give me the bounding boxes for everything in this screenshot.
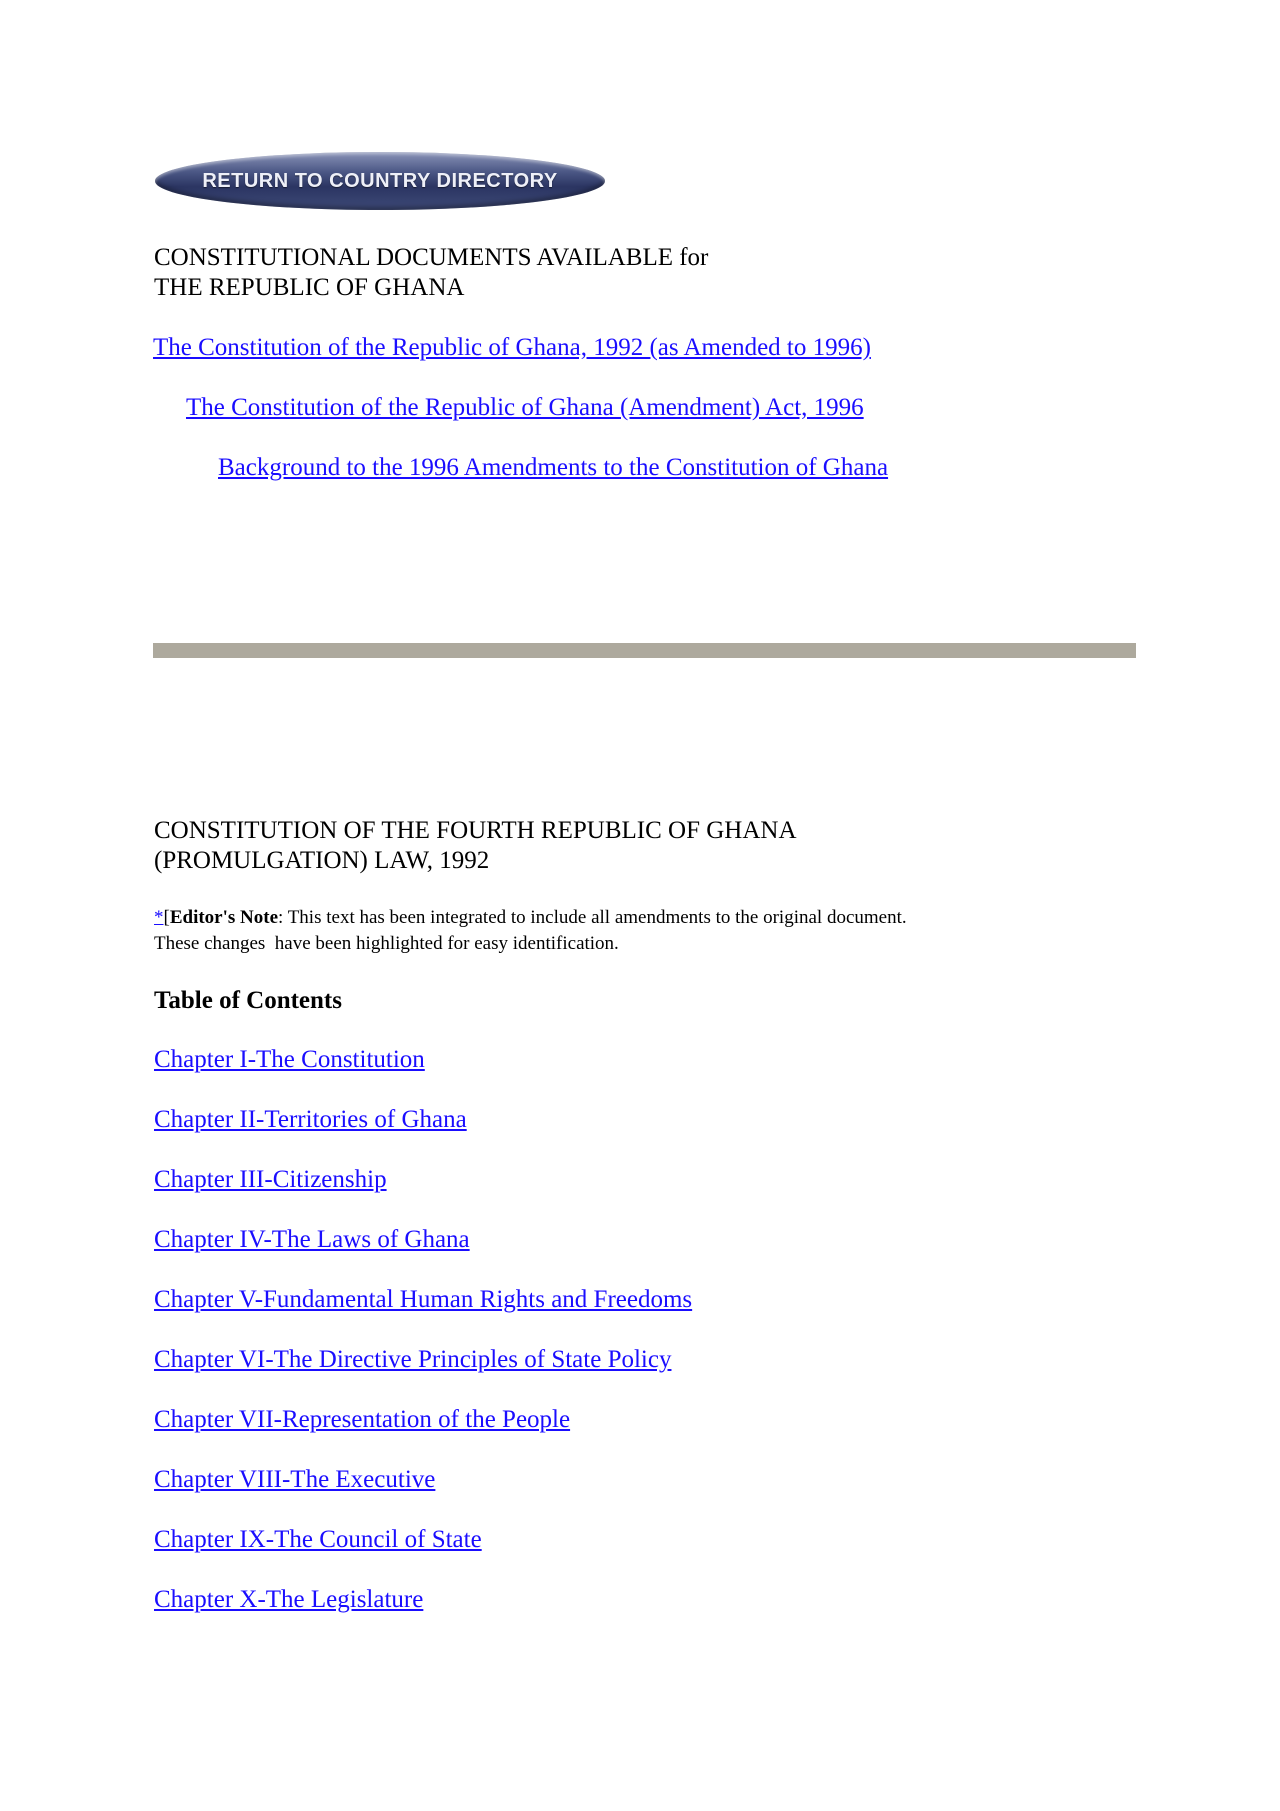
law-heading-line2: (PROMULGATION) LAW, 1992 [154, 847, 490, 874]
toc-chapter-9[interactable]: Chapter IX-The Council of State [154, 1526, 482, 1553]
toc-chapter-2[interactable]: Chapter II-Territories of Ghana [154, 1106, 467, 1133]
editors-note-star-link[interactable]: * [154, 907, 164, 928]
toc-chapter-3[interactable]: Chapter III-Citizenship [154, 1166, 387, 1193]
toc-chapter-10[interactable]: Chapter X-The Legislature [154, 1586, 424, 1613]
editors-note-label: Editor's Note [169, 907, 279, 928]
toc-chapter-1[interactable]: Chapter I-The Constitution [154, 1046, 425, 1073]
horizontal-divider [153, 643, 1136, 658]
table-of-contents [154, 1045, 692, 1645]
link-background-1996-amendments[interactable]: Background to the 1996 Amendments to the Constitution of Ghana [218, 454, 889, 481]
documents-heading-line2: THE REPUBLIC OF GHANA [154, 274, 465, 301]
toc-chapter-6[interactable]: Chapter VI-The Directive Principles of State Policy [154, 1346, 672, 1373]
toc-chapter-4[interactable]: Chapter IV-The Laws of Ghana [154, 1226, 470, 1253]
return-button-label: RETURN TO COUNTRY DIRECTORY [202, 169, 558, 192]
documents-heading-line1: CONSTITUTIONAL DOCUMENTS AVAILABLE for [154, 244, 709, 271]
editors-note-text2: These changes have been highlighted for easy identification. [154, 933, 619, 954]
editors-note-text1: : This text has been integrated to include all amendments to the original document. [278, 907, 907, 928]
documents-heading [154, 243, 708, 303]
link-amendment-act-1996[interactable]: The Constitution of the Republic of Ghana (Amendment) Act, 1996 [186, 394, 864, 421]
toc-title: Table of Contents [154, 987, 342, 1014]
return-to-country-directory-button[interactable] [155, 152, 605, 210]
toc-chapter-7[interactable]: Chapter VII-Representation of the People [154, 1406, 571, 1433]
toc-chapter-5[interactable]: Chapter V-Fundamental Human Rights and Freedoms [154, 1286, 693, 1313]
toc-chapter-8[interactable]: Chapter VIII-The Executive [154, 1466, 436, 1493]
law-heading-line1: CONSTITUTION OF THE FOURTH REPUBLIC OF GHANA [154, 817, 797, 844]
law-heading [154, 816, 797, 876]
link-constitution-as-amended[interactable]: The Constitution of the Republic of Ghana, 1992 (as Amended to 1996) [153, 334, 871, 361]
editors-note-open-bracket: [ [163, 907, 170, 928]
editors-note [154, 905, 1154, 957]
